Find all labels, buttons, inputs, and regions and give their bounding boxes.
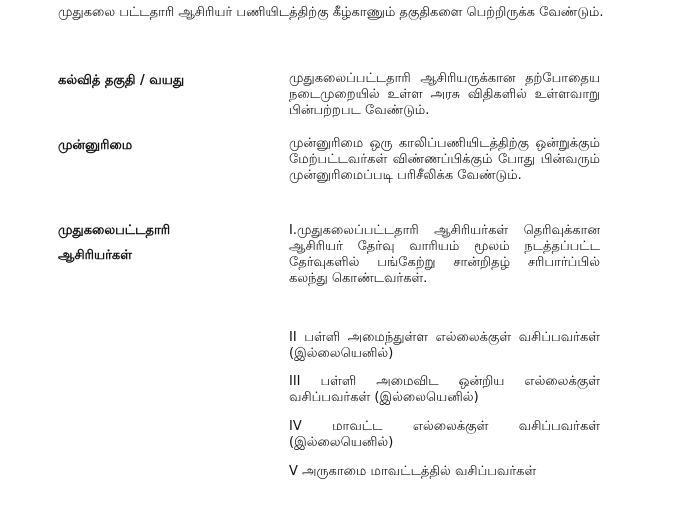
intro-paragraph: முதுகலை பட்டதாரி ஆசிரியர் பணியிடத்திற்கு கீழ்காணும் தகுதிகளை பெற்றிருக்க வேண்டும்.	[58, 5, 604, 20]
qualification-text: முதுகலைப்பட்டதாரி ஆசிரியருக்கான தற்போதைய நடைமுறையில் உள்ள அரசு விதிகளில் உள்ளவாறு பின்பற்றபட வேண்டும்.	[289, 71, 600, 118]
pg-teachers-label-line1: முதுகலைபட்டதாரி	[58, 223, 171, 238]
qualification-label: கல்வித் தகுதி / வயது	[58, 73, 185, 88]
priority-item-1: I.முதுகலைப்பட்டதாரி ஆசிரியர்கள் தெரிவுக்கான ஆசிரியர் தேர்வு வாரியம் மூலம் நடத்தப்பட்ட தேர்வுகளில் பங்கேற்று சான்றிதழ் சரிபார்ப்பில் கலந்து கொண்டவர்கள்.	[289, 223, 600, 286]
priority-text: முன்னுரிமை ஒரு காலிப்பணியிடத்திற்கு ஒன்றுக்கும் மேற்பட்டவர்கள் விண்ணப்பிக்கும் போது பின்வரும் முன்னுரிமைப்படி பரிசீலிக்க வேண்டும்.	[289, 136, 600, 183]
priority-label: முன்னுரிமை	[58, 138, 133, 153]
priority-item-4: IV மாவட்ட எல்லைக்குள் வசிப்பவர்கள் (இல்லையெனில்)	[289, 419, 600, 450]
pg-teachers-label-line2: ஆசிரியர்கள்	[58, 248, 132, 263]
priority-item-5: V அருகாமை மாவட்டத்தில் வசிப்பவர்கள்	[289, 464, 537, 479]
priority-item-2: II பள்ளி அமைந்துள்ள எல்லைக்குள் வசிப்பவர்கள் (இல்லையெனில்)	[289, 330, 600, 361]
priority-item-3: III பள்ளி அமைவிட ஒன்றிய எல்லைக்குள் வசிப்பவர்கள் (இல்லையெனில்)	[289, 374, 600, 405]
